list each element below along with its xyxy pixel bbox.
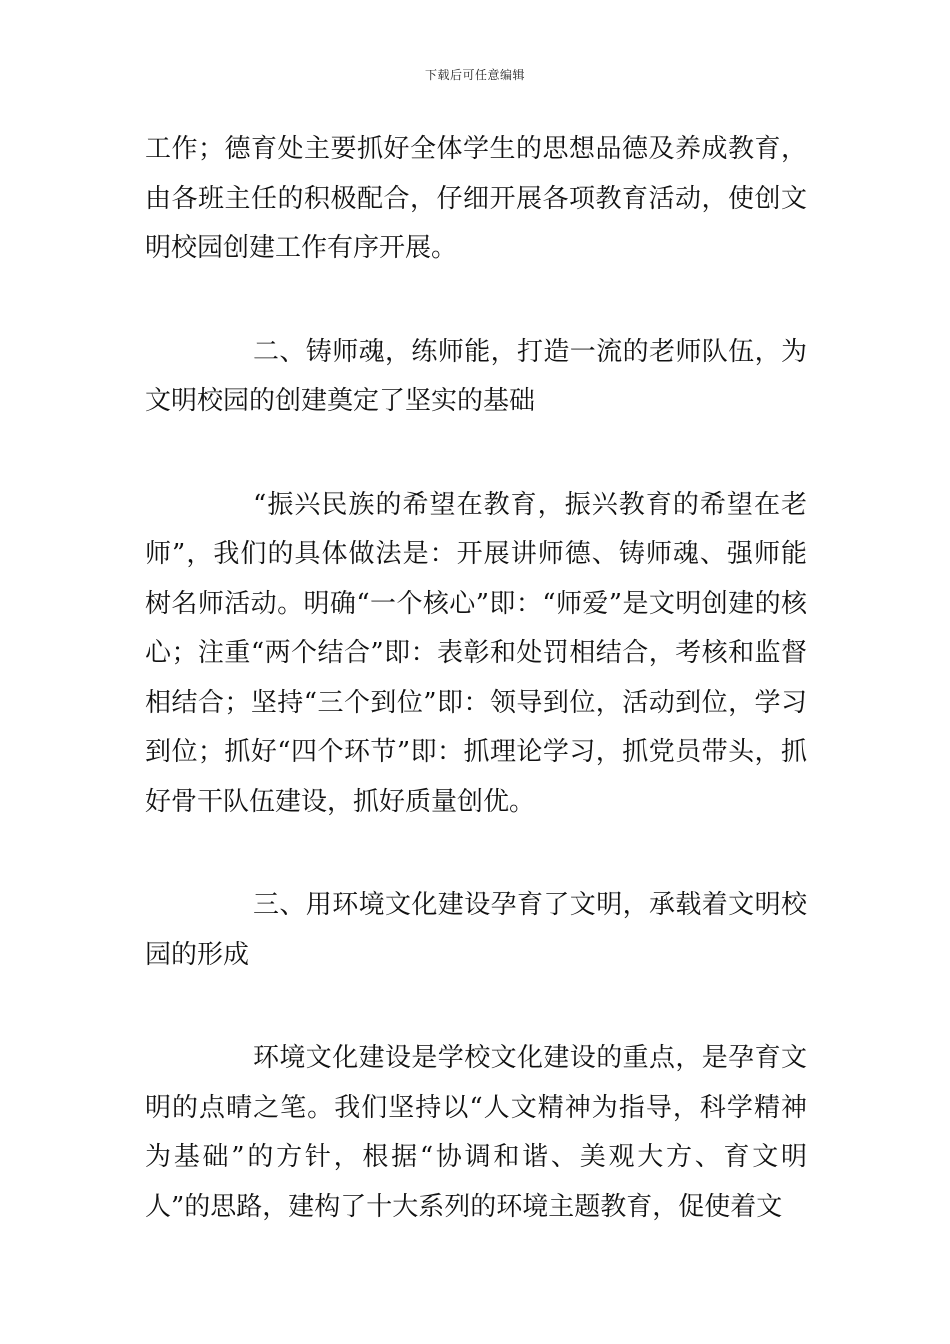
paragraph-environment-culture: 环境文化建设是学校文化建设的重点，是孕育文明的点晴之笔。我们坚持以“人文精神为指导，科学精神为基础”的方针，根据“协调和谐、美观大方、育文明人”的思路，建构了十大系列的环境主题教育，促使着文	[145, 1043, 807, 1222]
document-body	[145, 125, 807, 1232]
paragraph-teacher-team: “振兴民族的希望在教育，振兴教育的希望在老师”，我们的具体做法是：开展讲师德、铸师魂、强师能树名师活动。明确“一个核心”即：“师爱”是文明创建的核心；注重“两个结合”即：表彰和处罚相结合，考核和监督相结合；坚持“三个到位”即：领导到位，活动到位，学习到位；抓好“四个环节”即：抓理论学习，抓党员带头，抓好骨干队伍建设，抓好质量创优。	[145, 489, 807, 817]
paragraph-gap	[145, 427, 807, 481]
section-heading-two: 二、铸师魂，练师能，打造一流的老师队伍，为文明校园的创建奠定了坚实的基础	[145, 336, 807, 416]
section-heading-three: 三、用环境文化建设孕育了文明，承载着文明校园的形成	[145, 890, 807, 970]
paragraph-gap	[145, 827, 807, 881]
paragraph-moral-education: 工作；德育处主要抓好全体学生的思想品德及养成教育，由各班主任的积极配合，仔细开展各项教育活动，使创文明校园创建工作有序开展。	[145, 134, 807, 263]
page-header: 下载后可任意编辑	[424, 68, 525, 82]
paragraph-gap	[145, 274, 807, 328]
paragraph-gap	[145, 980, 807, 1034]
